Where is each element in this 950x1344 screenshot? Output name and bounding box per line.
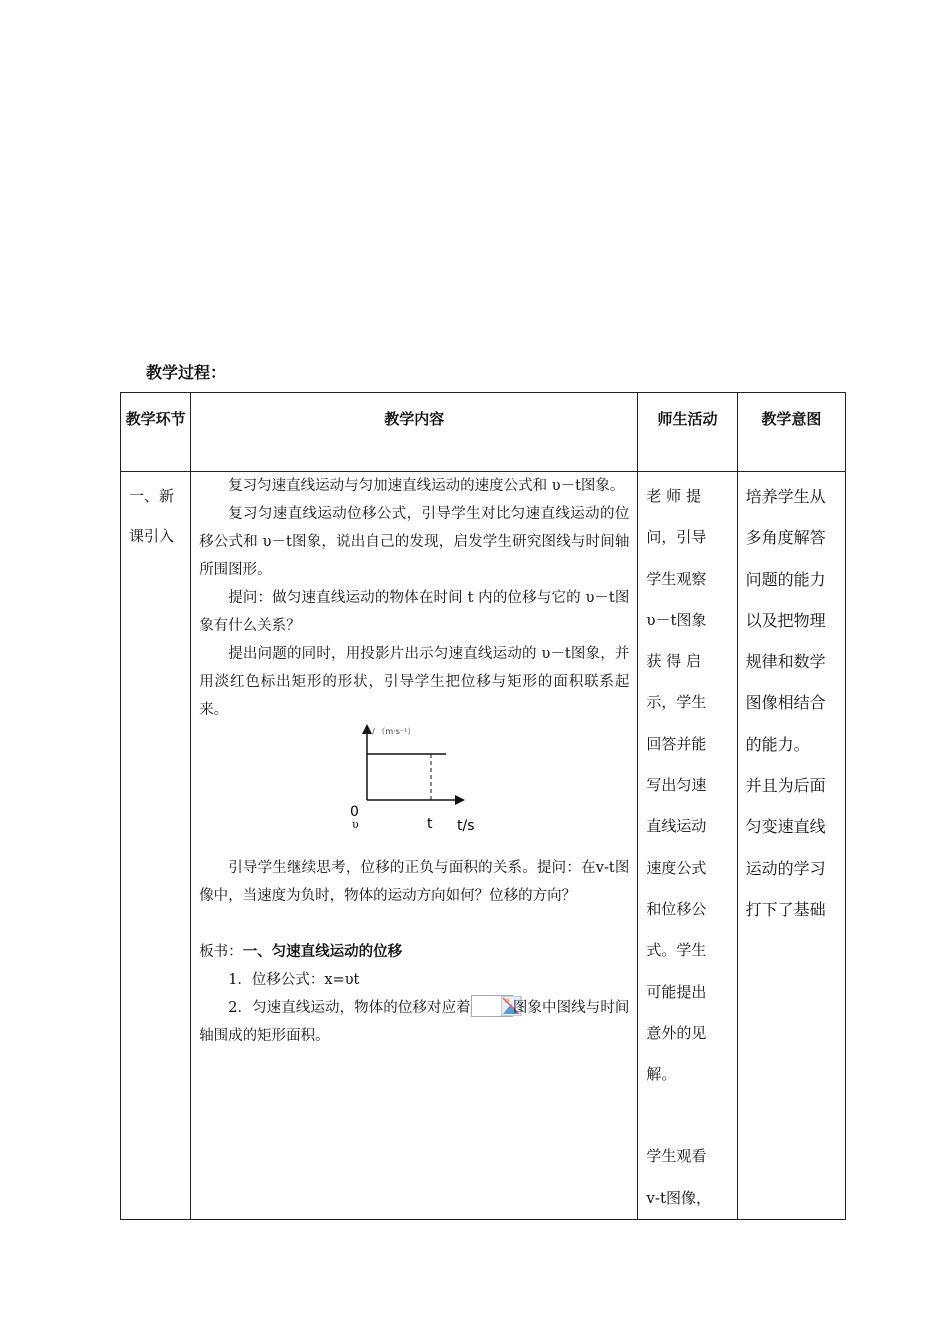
teaching-process-table [120, 392, 846, 1220]
content-paragraph: 提出问题的同时，用投影片出示匀速直线运动的 υ－t图象，并用淡红色标出矩形的形状，引导学生把位移与矩形的面积联系起来。 [199, 646, 630, 718]
activity-line: 意外的见 [646, 1023, 707, 1042]
board-title: 一、匀速直线运动的位移 [242, 944, 403, 960]
x-axis-label: t/s [457, 818, 475, 834]
activity-line: 可能提出 [646, 982, 707, 1001]
activity-line: 直线运动 [646, 817, 707, 836]
intent-line: 图像相结合 [745, 693, 826, 713]
activity-line: 示，学生 [646, 693, 707, 712]
intent-line: 规律和数学 [745, 652, 826, 672]
activity-line: 学生观看 [646, 1147, 707, 1166]
activity-line: 老 师 提 [646, 487, 701, 505]
section-heading: 教学过程： [146, 363, 227, 382]
activity-line: 学生观察 [646, 569, 707, 588]
origin-label: 0 [350, 804, 360, 820]
vt-graph [349, 724, 629, 854]
content-paragraph: 复习匀速直线运动位移公式，引导学生对比匀速直线运动的位移公式和 υ－t图象，说出自己的发现，启发学生研究图线与时间轴所围图形。 [199, 506, 630, 578]
intent-cell [737, 472, 845, 1220]
x-axis-arrow [455, 795, 465, 805]
intent-line: 多角度解答 [745, 528, 826, 548]
activity-line: 解。 [646, 1065, 677, 1084]
origin-sub-label: υ [352, 818, 359, 831]
intent-line: 并且为后面 [745, 776, 826, 796]
board-item-2: 2．匀速直线运动，物体的位移对应着 图象中图线与时间轴围成的矩形面积。 [199, 994, 629, 1050]
header-intent: 教学意图 [737, 393, 845, 472]
table-header-row [121, 393, 846, 472]
intent-line: 问题的能力 [745, 569, 826, 589]
board-title-line [199, 938, 629, 966]
content-paragraph: 引导学生继续思考，位移的正负与面积的关系。提问：在v-t图像中，当速度为负时，物体的运动方向如何？位移的方向？ [199, 860, 630, 904]
activity-line: 和位移公 [646, 899, 707, 918]
intent-line: 匀变速直线 [745, 817, 826, 837]
header-activity: 师生活动 [638, 393, 737, 472]
intent-line: 以及把物理 [745, 610, 826, 630]
activity-cell [638, 472, 737, 1220]
header-stage: 教学环节 [121, 393, 191, 472]
board-prefix: 板书： [199, 944, 243, 960]
t-label: t [427, 816, 433, 832]
content-paragraph: 复习匀速直线运动与匀加速直线运动的速度公式和 υ－t图象。 [228, 478, 625, 494]
vt-graph-svg [349, 724, 509, 844]
activity-line: v-t图像， [646, 1188, 711, 1207]
activity-line: 问，引导 [646, 528, 707, 547]
activity-line: υ－t图象 [646, 610, 707, 629]
intent-line: 运动的学习 [745, 858, 826, 878]
y-axis-label: υ / （m·s⁻¹） [365, 727, 416, 736]
activity-line: 回答并能 [646, 734, 707, 753]
activity-line: 获 得 启 [646, 652, 701, 671]
content-paragraph: 提问：做匀速直线运动的物体在时间 t 内的位移与它的 υ－t图象有什么关系？ [199, 590, 630, 634]
activity-line: 式。学生 [646, 941, 707, 960]
broken-image-icon [471, 995, 513, 1017]
activity-line: 速度公式 [646, 858, 707, 877]
activity-line: 写出匀速 [646, 776, 707, 795]
intent-line: 培养学生从 [745, 487, 826, 506]
content-cell [191, 472, 638, 1220]
stage-cell: 一、新课引入 [121, 472, 191, 1220]
intent-line: 打下了基础 [745, 899, 826, 919]
intent-line: 的能力。 [745, 734, 810, 754]
header-content: 教学内容 [191, 393, 638, 472]
activity-line [646, 1095, 728, 1136]
board-item-1: 1．位移公式：x=υt [228, 972, 360, 988]
table-row [121, 472, 846, 1220]
